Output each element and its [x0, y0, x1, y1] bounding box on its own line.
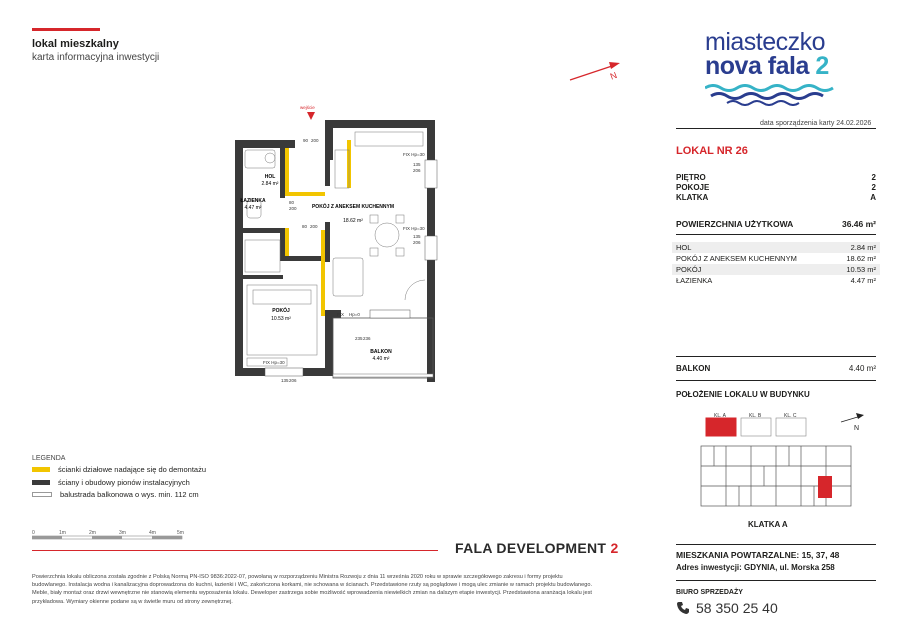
divider — [676, 356, 876, 357]
north-label: N — [608, 70, 619, 82]
north-arrow-icon — [565, 55, 635, 85]
room-area-lazienka: 4.47 m² — [244, 205, 262, 211]
dim-label: 200 — [310, 224, 318, 229]
room-row: POKÓJ 10.53 m² — [672, 264, 880, 275]
header-accent-bar — [32, 28, 100, 31]
scale-label: 5m — [177, 530, 184, 536]
floor-plan — [225, 100, 440, 385]
demountable-walls — [285, 140, 351, 316]
dim-label: 206 — [289, 378, 297, 383]
staircase-c-box — [776, 418, 806, 436]
dim-label: 135 — [413, 234, 421, 239]
entrance-label: wejście — [300, 105, 315, 110]
scale-label: 1m — [59, 530, 66, 536]
window-label: FIX Hp=30 — [403, 226, 425, 231]
staircase-a-box — [706, 418, 736, 436]
room-area-hol: 2.84 m² — [261, 181, 279, 187]
balcony-outline — [333, 318, 433, 378]
window-label: FIX Hp=30 — [403, 152, 425, 157]
logo-waves-icon — [705, 84, 845, 106]
footer-rule — [32, 550, 438, 551]
scale-bar — [32, 528, 192, 542]
room-label-hol: HOL — [264, 174, 276, 180]
divider — [676, 234, 876, 235]
legend-item: ścianki działowe nadające się do demontażu — [32, 465, 206, 474]
divider — [676, 544, 876, 545]
legend-item: ściany i obudowy pionów instalacyjnych — [32, 478, 190, 487]
dim-label: 206 — [413, 168, 421, 173]
divider — [676, 580, 876, 581]
date-generated: data sporządzenia karty 24.02.2026 — [760, 120, 872, 127]
scale-label: 4m — [149, 530, 156, 536]
detail-row-rooms: POKOJE 2 — [676, 183, 876, 192]
divider — [676, 128, 876, 129]
sales-office-label: BIURO SPRZEDAŻY — [676, 589, 743, 596]
dim-label: 200 — [311, 138, 319, 143]
dim-label: 236 — [363, 336, 371, 341]
logo-line2: nova fala 2 — [705, 52, 829, 80]
dim-label: 235 — [355, 336, 363, 341]
legend-item: balustrada balkonowa o wys. min. 112 cm — [32, 490, 199, 499]
room-area-living: 18.62 m² — [343, 218, 363, 224]
legend-swatch — [32, 467, 50, 472]
scale-label: 2m — [89, 530, 96, 536]
room-label-living: POKÓJ Z ANEKSEM KUCHENNYM — [311, 204, 395, 210]
building-location-diagram — [696, 408, 876, 520]
entrance-arrow-icon — [307, 112, 315, 120]
staircase-caption: KLATKA A — [748, 520, 788, 529]
dim-label: 90 — [303, 138, 309, 143]
scale-label: 0 — [32, 530, 35, 536]
room-row: ŁAZIENKA 4.47 m² — [676, 276, 876, 285]
legend-swatch — [32, 480, 50, 485]
document-title: lokal mieszkalny — [32, 38, 119, 50]
room-label-lazienka: ŁAZIENKA — [240, 198, 266, 204]
dim-label: 135 — [413, 162, 421, 167]
investment-address: Adres inwestycji: GDYNIA, ul. Morska 258 — [676, 563, 835, 572]
room-area-pokoj: 10.53 m² — [271, 316, 291, 322]
detail-row-floor: PIĘTRO 2 — [676, 173, 876, 182]
divider — [676, 380, 876, 381]
room-row: HOL 2.84 m² — [672, 242, 880, 253]
staircase-label: KL. A — [714, 413, 726, 419]
repeated-units: MIESZKANIA POWTARZALNE: 15, 37, 48 — [676, 550, 840, 560]
window-label: FIX Hp=30 — [263, 360, 285, 365]
dim-label: 135 — [281, 378, 289, 383]
location-title: POŁOŻENIE LOKALU W BUDYNKU — [676, 390, 810, 399]
scale-label: 3m — [119, 530, 126, 536]
staircase-label: KL. C — [784, 413, 797, 419]
room-label-pokoj: POKÓJ — [272, 308, 290, 314]
document-subtitle: karta informacyjna inwestycji — [32, 52, 160, 63]
dim-label: 80 — [302, 224, 308, 229]
window-label: Hp=0 — [349, 312, 360, 317]
detail-row-staircase: KLATKA A — [676, 193, 876, 202]
legend-swatch — [32, 492, 52, 497]
north-label: N — [854, 425, 860, 432]
room-area-balkon: 4.40 m² — [372, 356, 390, 362]
dim-label: 206 — [413, 240, 421, 245]
logo-line1: miasteczko — [705, 28, 826, 56]
staircase-label: KL. B — [749, 413, 762, 419]
furniture — [245, 132, 425, 366]
developer-brand: FALA DEVELOPMENT 2 — [455, 540, 619, 556]
room-label-balkon: BALKON — [370, 349, 392, 355]
disclaimer: Powierzchnia lokalu obliczona została zgodnie z Polską Normą PN-ISO 9836:2022-07, powołaną w rozporządzeniu Ministra Rozwoju z dnia 11 września 2020 roku w sprawie szczegółowego zakresu i formy projektu budowlanego. Instalacja wodna i kanalizacyjna doprowadzona do kuchni, łazienki i WC, zakończona korkami, nie schowana w ścianach. Przedstawione rzuty są poglądowe i mogą ulec zmianie w ramach projektu budowlanego. Meble, biały montaż oraz drzwi wewnętrzne nie stanowią elementu wyposażenia lokalu. Deweloper zastrzega sobie możliwość wprowadzenia niewielkich zmian na dalszym etapie inwestycji. Przedstawiona aranżacja lokalu jest przykładowa. Wymiary okienne podane są w świetle muru od strony zewnętrznej. — [32, 574, 592, 605]
phone-icon — [676, 601, 690, 615]
total-area-row: POWIERZCHNIA UŻYTKOWA 36.46 m² — [676, 219, 876, 229]
unit-location-highlight — [818, 476, 832, 498]
dim-label: 200 — [289, 206, 297, 211]
staircase-b-box — [741, 418, 771, 436]
room-area-list — [672, 242, 880, 286]
legend-title: LEGENDA — [32, 455, 66, 462]
dim-label: 80 — [289, 200, 295, 205]
window-label: FIX — [337, 312, 345, 317]
room-row: POKÓJ Z ANEKSEM KUCHENNYM 18.62 m² — [676, 254, 876, 263]
balcony-railing — [333, 374, 433, 377]
unit-title: LOKAL NR 26 — [676, 145, 748, 157]
balcony-row: BALKON 4.40 m² — [676, 364, 876, 373]
sales-phone[interactable]: 58 350 25 40 — [696, 600, 778, 616]
